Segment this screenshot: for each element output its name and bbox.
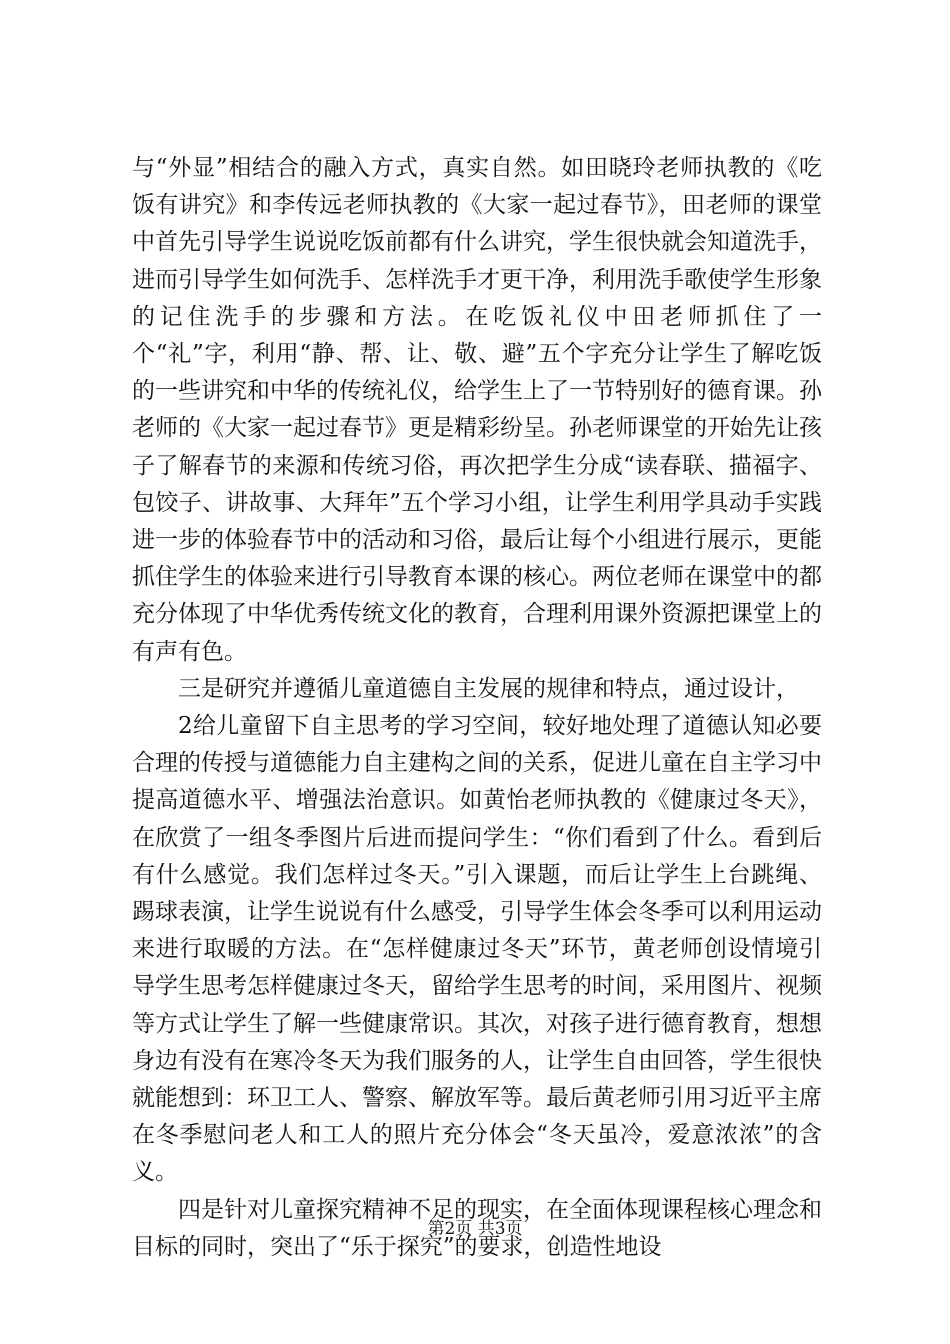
paragraph-point-three-detail: 2给儿童留下自主思考的学习空间，较好地处理了道德认知必要合理的传授与道德能力自主建构之间的关系，促进儿童在自主学习中提高道德水平、增强法治意识。如黄怡老师执教的《健康过冬天》，在欣赏了一组冬季图片后进而提问学生：“你们看到了什么。看到后有什么感觉。我们怎样过冬天。”引入课题，而后让学生上台跳绳、踢球表演，让学生说说有什么感受，引导学生体会冬季可以利用运动来进行取暖的方法。在“怎样健康过冬天”环节，黄老师创设情境引导学生思考怎样健康过冬天，留给学生思考的时间，采用图片、视频等方式让学生了解一些健康常识。其次，对孩子进行德育教育，想想身边有没有在寒冷冬天为我们服务的人，让学生自由回答，学生很快就能想到：环卫工人、警察、解放军等。最后黄老师引用习近平主席在冬季慰问老人和工人的照片充分体会“冬天虽冷，爱意浓浓”的含义。 (132, 713, 822, 1186)
paragraph-point-three: 三是研究并遵循儿童道德自主发展的规律和特点，通过设计， (178, 675, 799, 702)
document-body (132, 150, 822, 1266)
paragraph-point-four: 四是针对儿童探究精神不足的现实，在全面体现课程核心理念和目标的同时，突出了“乐于探究”的要求，创造性地设 (132, 1196, 822, 1260)
paragraph-continued: 与“外显”相结合的融入方式，真实自然。如田晓玲老师执教的《吃饭有讲究》和李传远老师执教的《大家一起过春节》，田老师的课堂中首先引导学生说说吃饭前都有什么讲究，学生很快就会知道洗手，进而引导学生如何洗手、怎样洗手才更干净，利用洗手歌使学生形象的记住洗手的步骤和方法。在吃饭礼仪中田老师抓住了一个“礼”字，利用“静、帮、让、敬、避”五个字充分让学生了解吃饭的一些讲究和中华的传统礼仪，给学生上了一节特别好的德育课。孙老师的《大家一起过春节》更是精彩纷呈。孙老师课堂的开始先让孩子了解春节的来源和传统习俗，再次把学生分成“读春联、描福字、包饺子、讲故事、大拜年”五个学习小组，让学生利用学具动手实践进一步的体验春节中的活动和习俗，最后让每个小组进行展示，更能抓住学生的体验来进行引导教育本课的核心。两位老师在课堂中的都充分体现了中华优秀传统文化的教育，合理利用课外资源把课堂上的有声有色。 (132, 155, 822, 665)
page-footer: 第2页 共3页 (427, 1219, 523, 1239)
